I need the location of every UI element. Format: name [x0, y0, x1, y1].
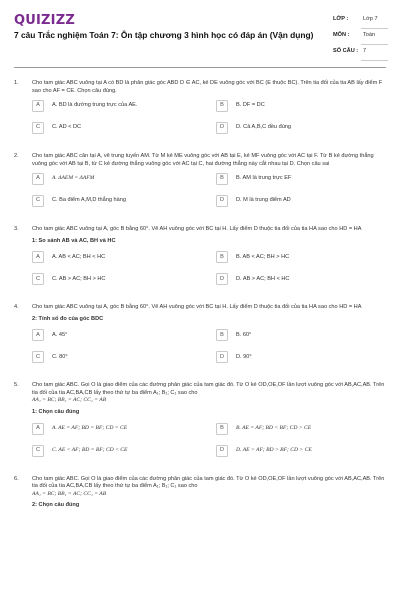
option-letter-box[interactable]: B	[216, 251, 228, 263]
option-row	[32, 194, 386, 212]
option-letter-box[interactable]: A	[32, 423, 44, 435]
meta-divider	[361, 60, 388, 61]
option-row	[32, 328, 386, 346]
question-6	[0, 476, 400, 510]
option-row	[32, 99, 386, 117]
options	[32, 328, 386, 368]
meta-label: SỐ CÂU :	[333, 48, 359, 54]
option-letter-box[interactable]: A	[32, 100, 44, 112]
question-number: 4.	[14, 304, 19, 311]
meta-value: 7	[363, 48, 367, 54]
option-a[interactable]	[32, 328, 67, 342]
option-letter-box[interactable]: B	[216, 329, 228, 341]
option-c[interactable]	[32, 444, 127, 458]
meta-row-count	[333, 46, 388, 62]
option-a[interactable]	[32, 99, 137, 113]
option-row	[32, 172, 386, 190]
option-letter-box[interactable]: A	[32, 251, 44, 263]
option-d[interactable]	[216, 350, 252, 364]
header-divider	[14, 67, 386, 68]
options	[32, 99, 386, 139]
option-text: A. ΔAEM = ΔAFM	[52, 175, 95, 182]
option-row	[32, 272, 386, 290]
option-letter-box[interactable]: D	[216, 195, 228, 207]
option-text: C. AE < AF; BD = BF; CD < CE	[52, 446, 128, 453]
meta-divider	[361, 44, 388, 45]
question-number: 6.	[14, 475, 19, 482]
question-5	[0, 382, 400, 461]
option-letter-box[interactable]: A	[32, 173, 44, 185]
option-b[interactable]	[216, 99, 265, 113]
option-letter-box[interactable]: C	[32, 122, 44, 134]
option-row	[32, 121, 386, 139]
option-letter-box[interactable]: D	[216, 273, 228, 285]
sub-question: 2: Chọn câu đúng	[32, 502, 80, 509]
question-2	[0, 153, 400, 212]
meta-value: Lớp 7	[363, 16, 378, 22]
question-text: Cho tam giác ABC vuông tại A, góc B bằng 60°. Vẽ AH vuông góc với BC tại H. Lấy điểm D thuộc tia đối của tia HA sao cho HD = HA	[32, 304, 362, 311]
question-formula: AA₁ = BC; BB₁ = AC; CC₁ = AB	[32, 490, 107, 497]
options	[32, 422, 386, 462]
option-b[interactable]	[216, 328, 251, 342]
option-row	[32, 422, 386, 440]
option-letter-box[interactable]: D	[216, 122, 228, 134]
option-text: D. M là trung điểm AD	[236, 197, 291, 204]
option-row	[32, 444, 386, 462]
option-c[interactable]	[32, 121, 81, 135]
option-text: D. 90°	[236, 353, 252, 360]
option-text: C. AB > AC; BH > HC	[52, 275, 106, 282]
option-letter-box[interactable]: B	[216, 173, 228, 185]
option-text: B. AE = AF; BD < BF; CD > CE	[236, 424, 312, 431]
option-text: D. Cả A,B,C đều đúng	[236, 124, 292, 131]
page-title: 7 câu Trắc nghiệm Toán 7: Ôn tập chương 3 hình học có đáp án (Vận dụng)	[14, 30, 314, 40]
option-letter-box[interactable]: A	[32, 329, 44, 341]
meta-panel	[333, 14, 388, 62]
question-number: 3.	[14, 226, 19, 233]
question-1	[0, 80, 400, 139]
question-3	[0, 226, 400, 290]
question-list	[0, 80, 400, 524]
option-b[interactable]	[216, 172, 291, 186]
options	[32, 250, 386, 290]
option-a[interactable]	[32, 422, 127, 436]
option-d[interactable]	[216, 272, 289, 286]
meta-label: MÔN :	[333, 32, 350, 38]
meta-divider	[361, 28, 388, 29]
option-row	[32, 350, 386, 368]
option-a[interactable]	[32, 172, 94, 186]
question-text: Cho tam giác ABC vuông tại A có BD là phân giác góc ABD D ∈ AC, kẻ DE vuông góc với BC (E thuộc BC). Trên tia đối của tia AB lấy điểm F sao cho AF = CE. Chọn câu đúng.	[32, 80, 383, 94]
question-text	[32, 382, 386, 405]
option-letter-box[interactable]: C	[32, 351, 44, 363]
sub-question: 2: Tính số đo của góc BDC	[32, 315, 104, 322]
question-number: 2.	[14, 153, 19, 160]
option-text: C. AD < DC	[52, 124, 82, 131]
option-c[interactable]	[32, 272, 105, 286]
option-letter-box[interactable]: D	[216, 351, 228, 363]
options	[32, 172, 386, 212]
option-c[interactable]	[32, 194, 126, 208]
option-text: A. AB < AC; BH < HC	[52, 253, 106, 260]
option-b[interactable]	[216, 250, 289, 264]
header	[0, 0, 400, 66]
option-text: A. BD là đường trung trực của AE.	[52, 102, 138, 109]
question-number: 1.	[14, 80, 19, 86]
option-letter-box[interactable]: C	[32, 273, 44, 285]
question-text-body: Cho tam giác ABC. Gọi O là giao điểm của các đường phân giác của tam giác đó. Từ O kẻ OD,OE,OF lần lượt vuông góc với AB,AC,AB. Trên tia đối của tia AC,BA,CB lấy theo thứ tự ba điểm A₁; B₁; C₁ sao cho	[32, 475, 385, 490]
sub-question: 1: So sánh AB và AC, BH và HC	[32, 237, 116, 244]
question-4	[0, 304, 400, 368]
option-d[interactable]	[216, 121, 291, 135]
option-text: B. AM là trung trực EF	[236, 175, 292, 182]
meta-row-class	[333, 14, 388, 30]
question-text: Cho tam giác ABC cân tại A, vẽ trung tuyến AM. Từ M kẻ ME vuông góc với AB tại E, kẻ MF vuông góc với AC tại F. Từ B kẻ đường thẳng vuông góc với AB tại B, từ C kẻ đường thẳng vuông góc với AC tại C, hai đường thẳng này cắt nhau tại D. Chọn câu sai	[32, 153, 374, 167]
meta-value: Toán	[363, 32, 376, 38]
option-letter-box[interactable]: B	[216, 423, 228, 435]
option-text: D. AE > AF; BD > BF; CD > CE	[236, 446, 312, 453]
option-letter-box[interactable]: B	[216, 100, 228, 112]
option-text: A. AE = AF; BD = BF; CD = CE	[52, 424, 128, 431]
question-text	[32, 476, 386, 499]
question-number: 5.	[14, 382, 19, 389]
option-text: B. 60°	[236, 331, 252, 338]
option-row	[32, 250, 386, 268]
meta-label: LỚP :	[333, 16, 349, 22]
question-text-body: Cho tam giác ABC. Gọi O là giao điểm của các đường phân giác của tam giác đó. Từ O kẻ OD,OE,OF lần lượt vuông góc với AB,AC,AB. Trên tia đối của tia AC,BA,CB lấy theo thứ tự ba điểm A₁; B₁; C₁ sao cho	[32, 382, 385, 396]
option-text: B. DF = DC	[236, 102, 265, 109]
option-d[interactable]	[216, 194, 291, 208]
option-text: D. AB > AC; BH < HC	[236, 275, 290, 282]
question-text: Cho tam giác ABC vuông tại A, góc B bằng 60°. Vẽ AH vuông góc với BC tại H. Lấy điểm D thuộc tia đối của tia HA sao cho HD = HA	[32, 226, 362, 233]
quizizz-logo: QUIZIZZ	[14, 13, 75, 28]
option-a[interactable]	[32, 250, 105, 264]
meta-row-subject	[333, 30, 388, 46]
option-b[interactable]	[216, 422, 311, 436]
option-letter-box[interactable]: D	[216, 445, 228, 457]
option-d[interactable]	[216, 444, 312, 458]
option-c[interactable]	[32, 350, 68, 364]
option-text: B. AB < AC; BH > HC	[236, 253, 290, 260]
option-text: C. Ba điểm A,M,D thẳng hàng	[52, 197, 127, 204]
question-formula: AA₁ = BC; BB₁ = AC; CC₁ = AB	[32, 397, 107, 404]
option-text: C. 80°	[52, 353, 68, 360]
option-text: A. 45°	[52, 331, 68, 338]
option-letter-box[interactable]: C	[32, 445, 44, 457]
sub-question: 1: Chọn câu đúng	[32, 409, 80, 416]
option-letter-box[interactable]: C	[32, 195, 44, 207]
